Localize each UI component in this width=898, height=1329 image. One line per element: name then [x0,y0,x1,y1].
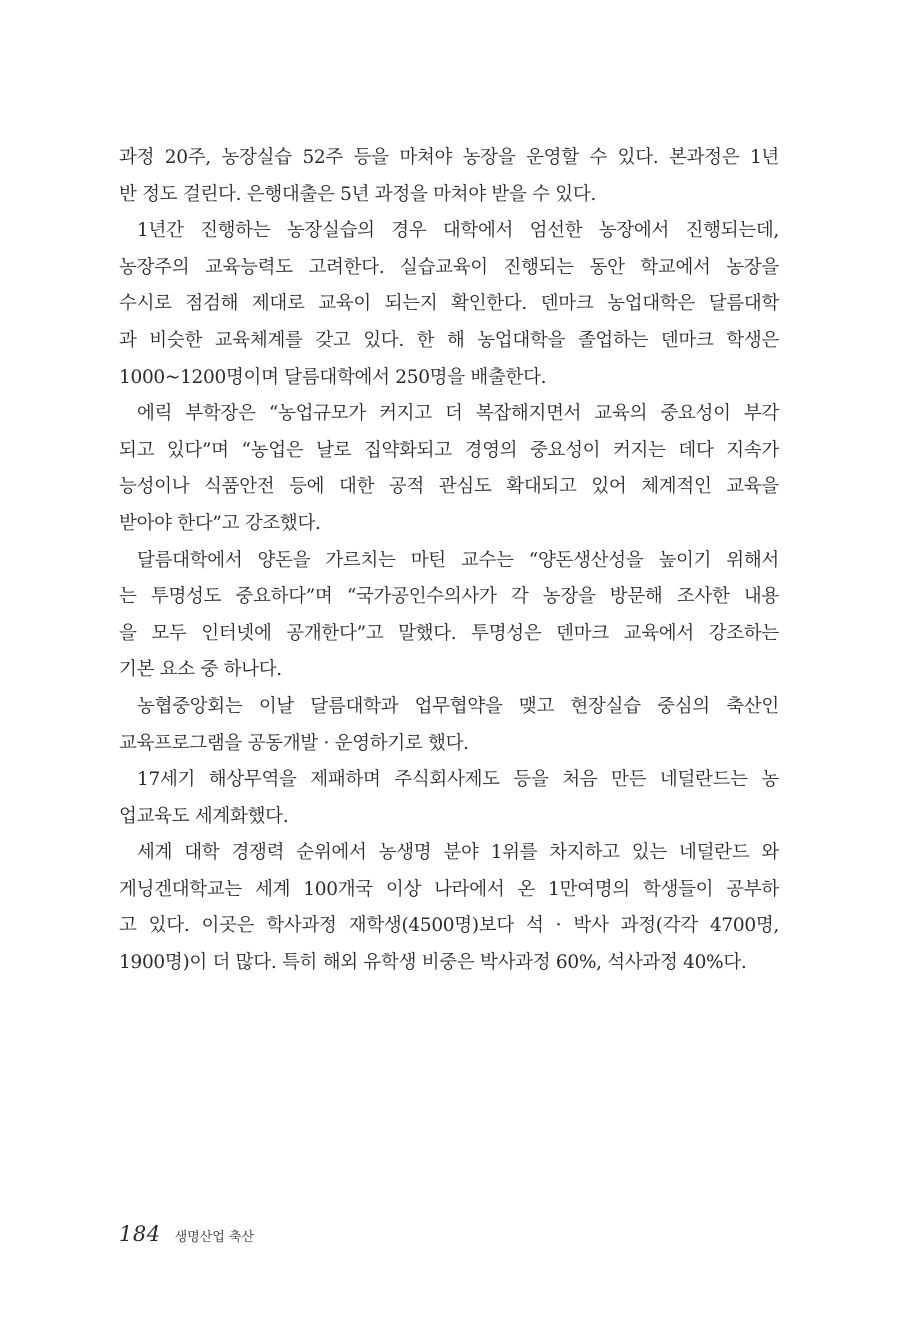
text-line: 기본 요소 중 하나다. [119,659,282,681]
page-number: 184 [119,1222,161,1246]
text-line: 농장주의 교육능력도 고려한다. 실습교육이 진행되는 동안 학교에서 농장을 [119,256,779,278]
text-line: 농협중앙회는 이날 달름대학과 업무협약을 맺고 현장실습 중심의 축산인 [137,695,779,717]
text-line: 과정 20주, 농장실습 52주 등을 마쳐야 농장을 운영할 수 있다. 본과정은 1년 [119,147,779,168]
text-line: 되고 있다”며 “농업은 날로 집약화되고 경영의 중요성이 커지는 데다 지속가 [119,439,779,461]
page-footer [119,1222,254,1252]
paragraph [119,543,779,689]
text-line: 반 정도 걸린다. 은행대출은 5년 과정을 마쳐야 받을 수 있다. [119,183,596,205]
paragraph [119,213,779,396]
text-line: 17세기 해상무역을 제패하며 주식회사제도 등을 처음 만든 네덜란드는 농 [137,769,779,791]
text-line: 1000~1200명이며 달름대학에서 250명을 배출한다. [119,366,547,388]
text-line: 1900명)이 더 많다. 특히 해외 유학생 비중은 박사과정 60%, 석사과정 40%다. [119,952,747,974]
text-line: 1년간 진행하는 농장실습의 경우 대학에서 엄선한 농장에서 진행되는데, [137,220,779,242]
text-line: 고 있다. 이곳은 학사과정 재학생(4500명)보다 석 · 박사 과정(각각 4700명, [119,915,779,937]
text-line: 과 비슷한 교육체계를 갖고 있다. 한 해 농업대학을 졸업하는 덴마크 학생은 [119,329,779,351]
paragraph [119,762,779,835]
text-line: 능성이나 식품안전 등에 대한 공적 관심도 확대되고 있어 체계적인 교육을 [119,476,779,498]
running-section-title: 생명산업 축산 [174,1230,255,1245]
text-line: 에릭 부학장은 “농업규모가 커지고 더 복잡해지면서 교육의 중요성이 부각 [137,403,779,425]
paragraph [119,689,779,762]
paragraph [119,396,779,542]
paragraph [119,835,779,981]
text-line: 을 모두 인터넷에 공개한다”고 말했다. 투명성은 덴마크 교육에서 강조하는 [119,622,779,644]
text-line: 는 투명성도 중요하다”며 “국가공인수의사가 각 농장을 방문해 조사한 내용 [119,586,779,608]
text-line: 받아야 한다”고 강조했다. [119,512,321,534]
text-line: 업교육도 세계화했다. [119,805,289,827]
text-line: 달름대학에서 양돈을 가르치는 마틴 교수는 “양돈생산성을 높이기 위해서 [137,549,779,571]
paragraph [119,140,779,213]
text-line: 세계 대학 경쟁력 순위에서 농생명 분야 1위를 차지하고 있는 네덜란드 와 [137,842,779,864]
text-line: 게닝겐대학교는 세계 100개국 이상 나라에서 온 1만여명의 학생들이 공부하 [119,878,779,900]
body-text [119,140,779,982]
text-line: 교육프로그램을 공동개발 · 운영하기로 했다. [119,732,469,754]
text-line: 수시로 점검해 제대로 교육이 되는지 확인한다. 덴마크 농업대학은 달름대학 [119,293,779,315]
